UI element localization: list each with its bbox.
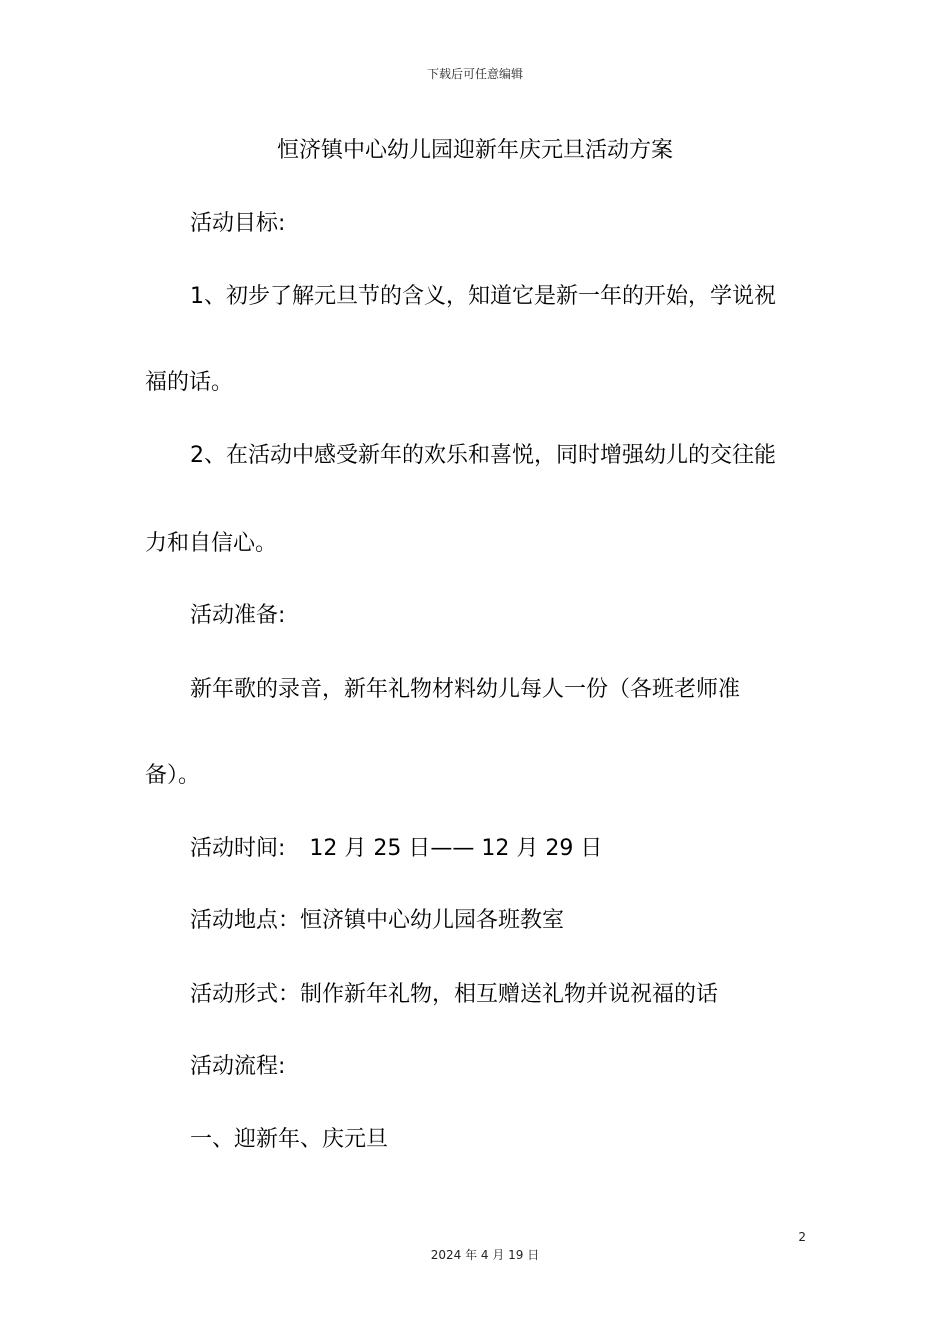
- prep-line1: 新年歌的录音，新年礼物材料幼儿每人一份（各班老师准: [190, 677, 741, 702]
- time-label: 活动时间:: [190, 836, 286, 861]
- activity-form: 活动形式：制作新年礼物，相互赠送礼物并说祝福的话: [190, 982, 719, 1007]
- process-heading: 活动流程:: [190, 1054, 286, 1079]
- goal1-line2: 福的话。: [145, 370, 234, 395]
- page-number: 2: [798, 1230, 806, 1244]
- goals-heading: 活动目标:: [190, 211, 286, 236]
- goal2-line1: 2、在活动中感受新年的欢乐和喜悦，同时增强幼儿的交往能: [190, 443, 776, 468]
- prep-heading: 活动准备:: [190, 603, 286, 628]
- prep-line2: 备）。: [145, 763, 201, 788]
- document-title: 恒济镇中心幼儿园迎新年庆元旦活动方案: [276, 138, 673, 163]
- goal2-line2: 力和自信心。: [145, 531, 278, 556]
- goal1-line1: 1、初步了解元旦节的含义，知道它是新一年的开始，学说祝: [190, 284, 776, 309]
- time-value: 12 月 25 日—— 12 月 29 日: [309, 836, 603, 861]
- section-1-heading: 一、迎新年、庆元旦: [190, 1127, 389, 1152]
- activity-place: 活动地点：恒济镇中心幼儿园各班教室: [190, 908, 565, 933]
- footer-date: 2024 年 4 月 19 日: [430, 1248, 540, 1262]
- activity-time: [190, 834, 602, 864]
- header-note: 下载后可任意编辑: [426, 67, 523, 81]
